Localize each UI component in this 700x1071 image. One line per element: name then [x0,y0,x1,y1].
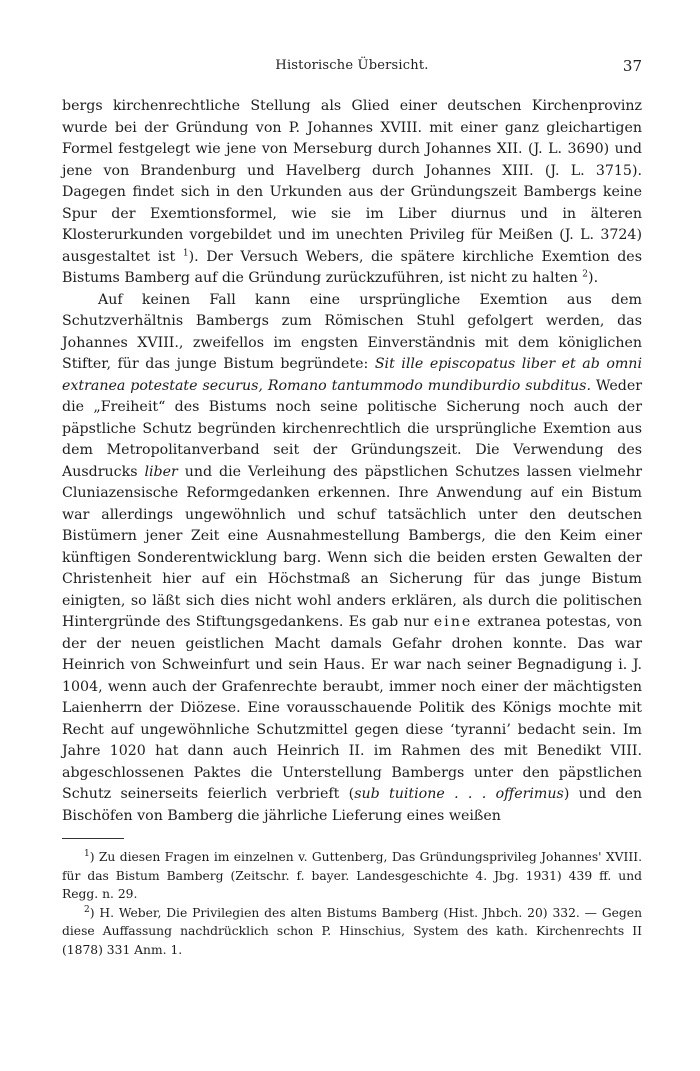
paragraph-2 [62,290,642,828]
paragraph-1 [62,96,642,290]
footnote-text: ) Zu diesen Fragen im einzelnen v. Guttenberg, Das Gründungsprivileg Johannes' XVIII. für das Bistum Bamberg (Zeitschr. f. bayer. Landesgeschichte 4. Jbg. 1931) 439 ff. und Regg. n. 29. [62,850,642,902]
footnote-ref-2: 2 [582,269,589,280]
text-run: ). Der Versuch Webers, die spätere kirchliche Exemtion des Bistums Bamberg auf die Gründung zurückzuführen, ist nicht zu halten [62,248,642,286]
running-header [62,58,642,82]
text-run: und die Verleihung des päpstlichen Schutzes lassen vielmehr Cluniazensische Reformgedanken erkennen. Ihre Anwendung auf ein Bistum war allerdings ungewöhnlich und schuf tatsächlich unter den deutschen Bistümern jener Zeit eine Ausnahmestellung Bambergs, die den Keim einer künftigen Sonderentwicklung barg. Wenn sich die beiden ersten Gewalten der Christenheit hier auf ein Höchstmaß an Sicherung für das junge Bistum einigten, so läßt sich dies nicht wohl anders erklären, als durch die politischen Hintergründe des Stiftungsgedankens. Es gab nur [62,463,642,630]
text-run: extranea potestas, von der der neuen geistlichen Macht damals Gefahr drohen konnte. Das war Heinrich von Schweinfurt und sein Haus. Er war nach seiner Begnadigung i. J. 1004, wenn auch der Grafenrechte beraubt, immer noch einer der mächtigsten Laienherrn der Diözese. Eine vorausschauende Politik des Königs mochte mit Recht auf ungewöhnliche Schutzmittel gegen diese ‘tyranni’ bedacht sein. Im Jahre 1020 hat dann auch Heinrich II. im Rahmen des mit Benedikt VIII. abgeschlossenen Paktes die Unterstellung Bambergs unter den päpstlichen Schutz seinerseits feierlich verbrieft ( [62,614,642,802]
text-run: Weder die „Freiheit“ des Bistums noch seine politische Sicherung noch auch der päpstliche Schutz begründen kirchenrechtlich die ursprüngliche Exemtion aus dem Metropolitanverband seit der Gründungszeit. Die Verwendung des Ausdrucks [62,377,643,480]
footnotes [62,848,642,960]
latin-quote: sub tuitione . . . offerimus [354,786,564,802]
latin-quote: Sit ille episcopatus liber et ab omni extranea potestate securus, Romano tantummodo mundiburdio subditus. [62,356,642,394]
book-page [62,58,642,960]
main-text [62,96,642,827]
footnote-number: 1 [84,848,90,859]
footnote-text: ) H. Weber, Die Privilegien des alten Bistums Bamberg (Hist. Jhbch. 20) 332. — Gegen diese Auffassung nachdrücklich schon P. Hinschius, System des kath. Kirchenrechts II (1878) 331 Anm. 1. [62,905,642,957]
text-run: bergs kirchenrechtliche Stellung als Glied einer deutschen Kirchenprovinz wurde bei der Gründung von P. Johannes XVIII. mit einer ganz gleichartigen Formel festgelegt wie jene von Merseburg durch Johannes XII. (J. L. 3690) und jene von Brandenburg und Havelberg durch Johannes XIII. (J. L. 3715). Dagegen findet sich in den Urkunden aus der Gründungszeit Bambergs keine Spur der Exemtionsformel, wie sie im Liber diurnus und in älteren Klosterurkunden vorgebildet und im unechten Privileg für Meißen (J. L. 3724) ausgestaltet ist [62,98,642,265]
footnote-divider [62,838,124,839]
italic-term: liber [144,463,178,480]
footnote-2 [62,904,642,960]
page-number: 37 [622,57,642,75]
text-run: ). [588,270,599,286]
running-title: Historische Übersicht. [275,58,429,73]
footnote-number: 2 [84,904,90,915]
footnote-1 [62,848,642,904]
spaced-emphasis: eine [433,614,473,630]
footnote-ref-1: 1 [182,247,189,258]
text-run: ) und den Bischöfen von Bamberg die jährliche Lieferung eines weißen [62,786,642,824]
text-run: Auf keinen Fall kann eine ursprüngliche Exemtion aus dem Schutzverhältnis Bambergs zum Römischen Stuhl gefolgert werden, das Johannes XVIII., zweifellos im engsten Einverständnis mit dem königlichen Stifter, für das junge Bistum begründete: [62,291,642,372]
